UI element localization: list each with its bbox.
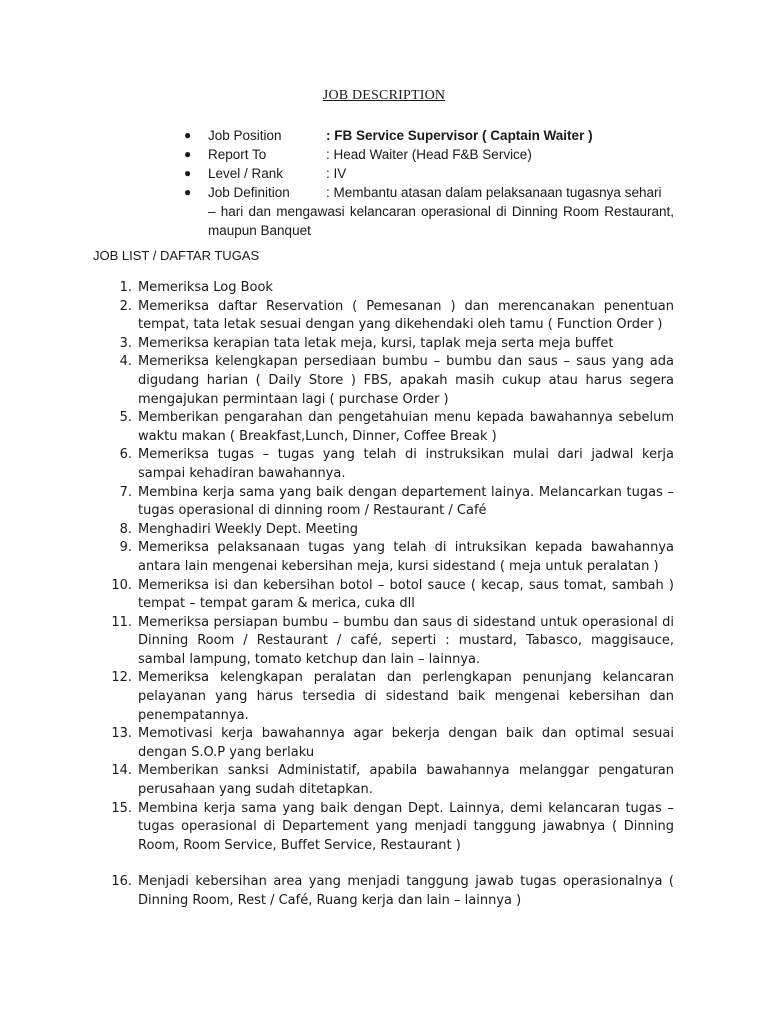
info-value: : FB Service Supervisor ( Captain Waiter ): [326, 128, 593, 143]
task-text: Memeriksa kelengkapan persediaan bumbu – bumbu dan saus – saus yang ada digudang harian ( Daily Store ) FBS, apakah masih cukup atau harus segera mengajukan permintaan lagi ( purchase Order ): [138, 354, 674, 407]
info-row-level-rank: [184, 164, 674, 183]
list-spacer: [112, 855, 674, 873]
document-title: JOB DESCRIPTION: [322, 88, 446, 103]
task-item: [112, 800, 674, 856]
info-label: Level / Rank: [208, 166, 284, 181]
bullet-icon: ●: [184, 128, 192, 142]
task-text: Memeriksa pelaksanaan tugas yang telah di intruksikan kepada bawahannya antara lain mengenai kebersihan meja, kursi sidestand ( meja untuk peralatan ): [138, 540, 674, 574]
task-item: [112, 484, 674, 521]
info-value: : Head Waiter (Head F&B Service): [326, 147, 532, 162]
task-number: 9.: [119, 540, 132, 556]
task-number: 11.: [111, 614, 132, 630]
task-text: Memberikan sanksi Administatif, apabila bawahannya melanggar pengaturan perusahaan yang sudah ditetapkan.: [138, 763, 674, 798]
task-item: [112, 279, 674, 298]
task-item: [112, 725, 674, 762]
task-item: [112, 446, 674, 483]
task-text: Membina kerja sama yang baik dengan departement lainya. Melancarkan tugas – tugas operasional di dinning room / Restaurant / Café: [138, 484, 674, 519]
task-item: [112, 521, 674, 540]
task-number: 2.: [119, 298, 132, 314]
task-item: [112, 669, 674, 725]
task-number: 1.: [119, 280, 132, 295]
task-text: Memeriksa kerapian tata letak meja, kursi, taplak meja serta meja buffet: [138, 335, 614, 351]
task-item: [112, 614, 674, 670]
task-item: [112, 335, 674, 354]
task-number: 7.: [119, 484, 132, 500]
task-number: 14.: [111, 763, 132, 779]
bullet-icon: ●: [184, 166, 192, 180]
task-number: 6.: [119, 447, 132, 463]
task-text: Memotivasi kerja bawahannya agar bekerja dengan baik dan optimal sesuai dengan S.O.P yang berlaku: [138, 726, 674, 760]
task-item: [112, 353, 674, 409]
bullet-icon: ●: [184, 147, 192, 161]
info-row-job-definition-continuation: [184, 202, 674, 240]
task-text: Memeriksa kelengkapan peralatan dan perlengkapan penunjang kelancaran pelayanan yang harus tersedia di sidestand baik mengenai kebersihan dan penempatannya.: [138, 670, 674, 723]
task-list: [112, 279, 674, 911]
task-item: [112, 409, 674, 446]
info-row-job-position: [184, 126, 674, 145]
task-text: Memeriksa Log Book: [138, 280, 273, 295]
info-row-job-definition: [184, 183, 674, 202]
task-text: Memeriksa tugas – tugas yang telah di instruksikan mulai dari jadwal kerja sampai kehadiran bawahannya.: [138, 447, 674, 481]
task-number: 15.: [111, 800, 132, 816]
task-number: 13.: [111, 726, 132, 742]
info-label: Report To: [208, 147, 267, 162]
task-text: Memeriksa isi dan kebersihan botol – botol sauce ( kecap, saus tomat, sambah ) tempat – tempat garam & merica, cuka dll: [138, 577, 674, 612]
info-value: : Membantu atasan dalam pelaksanaan tugasnya sehari: [326, 185, 662, 200]
job-definition-text: – hari dan mengawasi kelancaran operasional di Dinning Room Restaurant, maupun Banquet: [208, 204, 674, 238]
task-number: 8.: [119, 521, 132, 537]
task-number: 3.: [119, 335, 132, 351]
task-item: [112, 298, 674, 335]
task-text: Memberikan pengarahan dan pengetahuian menu kepada bawahannya sebelum waktu makan ( Breakfast,Lunch, Dinner, Coffee Break ): [138, 410, 674, 444]
section-heading: JOB LIST / DAFTAR TUGAS: [93, 248, 260, 263]
info-row-report-to: [184, 145, 674, 164]
task-text: Memeriksa persiapan bumbu – bumbu dan saus di sidestand untuk operasional di Dinning Room / Restaurant / café, seperti : mustard, Tabasco, maggisauce, sambal lampung, tomato ketchup dan lain – lainnya.: [138, 614, 674, 667]
task-number: 16.: [111, 874, 132, 890]
task-text: Menghadiri Weekly Dept. Meeting: [138, 521, 358, 537]
task-item: [112, 873, 674, 910]
task-number: 5.: [119, 410, 132, 426]
task-number: 10.: [111, 577, 132, 593]
task-number: 12.: [111, 670, 132, 686]
info-label: Job Definition: [208, 185, 290, 200]
task-number: 4.: [119, 354, 132, 370]
task-item: [112, 577, 674, 614]
task-text: Memeriksa daftar Reservation ( Pemesanan ) dan merencanakan penentuan tempat, tata letak sesuai dengan yang dikehendaki oleh tamu ( Function Order ): [138, 298, 674, 333]
task-text: Menjadi kebersihan area yang menjadi tanggung jawab tugas operasionalnya ( Dinning Room, Rest / Café, Ruang kerja dan lain – lainnya ): [138, 874, 674, 908]
job-info-list: [184, 126, 674, 240]
info-label: Job Position: [208, 128, 282, 143]
task-text: Membina kerja sama yang baik dengan Dept. Lainnya, demi kelancaran tugas – tugas operasional di Departement yang menjadi tanggung jawabnya ( Dinning Room, Room Service, Buffet Service, Restaurant ): [138, 800, 674, 853]
info-value: : IV: [326, 166, 347, 181]
bullet-icon: ●: [184, 185, 192, 199]
task-item: [112, 762, 674, 799]
task-item: [112, 539, 674, 576]
